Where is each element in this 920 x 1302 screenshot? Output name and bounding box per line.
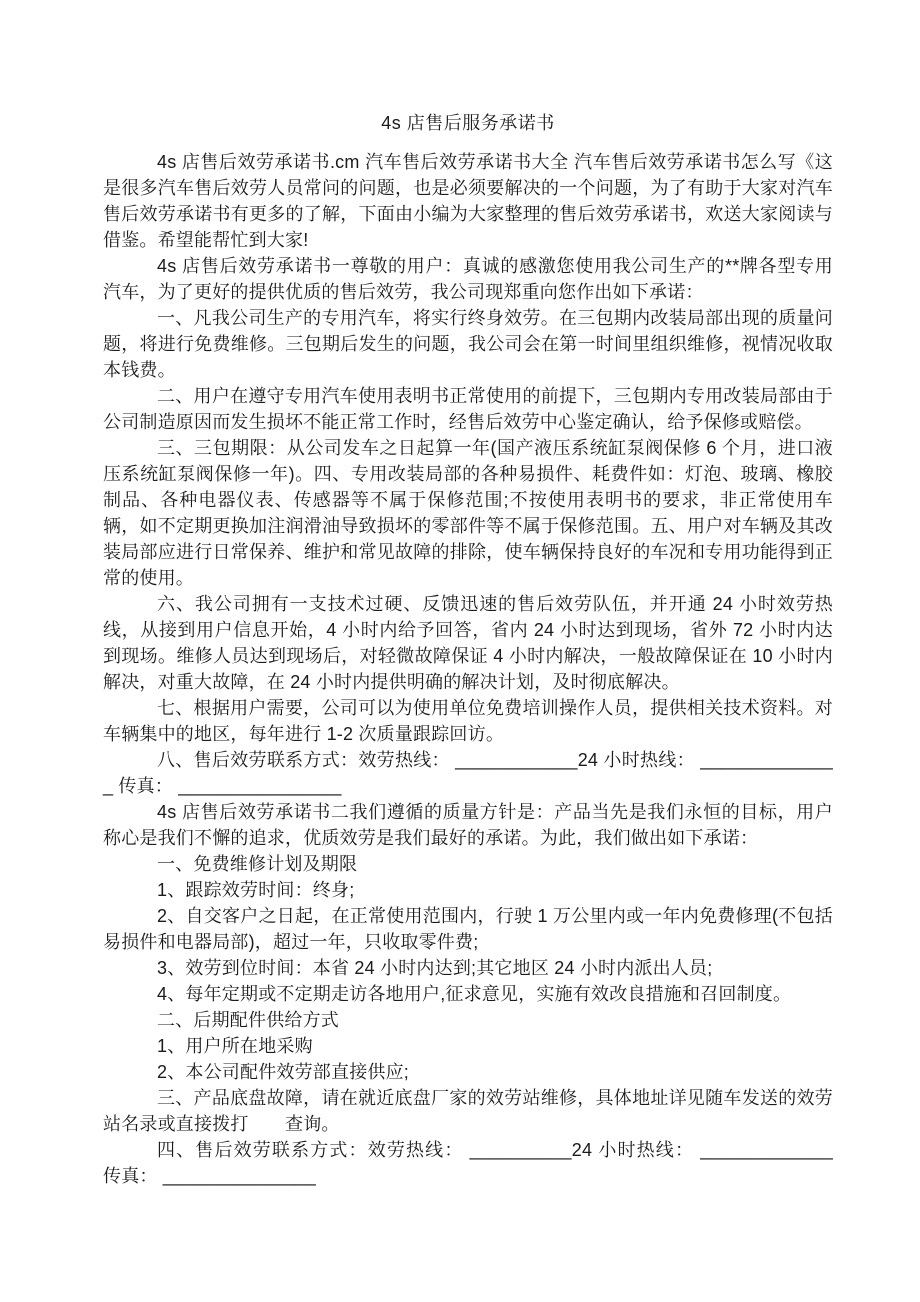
paragraph-letter1-item3-4-5: 三、三包期限：从公司发车之日起算一年(国产液压系统缸泵阀保修 6 个月，进口液压系统缸泵阀保修一年)。四、专用改装局部的各种易损件、耗费件如：灯泡、玻璃、橡胶制品、各种电器仪表、传感器等不属于保修范围;不按使用表明书的要求，非正常使用车辆，如不定期更换加注润滑油导致损坏的零部件等不属于保修范围。五、用户对车辆及其改装局部应进行日常保养、维护和常见故障的排除，使车辆保持良好的车况和专用功能得到正常的使用。 xyxy=(103,438,833,588)
paragraph-letter2-section1-heading: 一、免费维修计划及期限 xyxy=(157,854,358,874)
paragraph-letter2-section2-heading: 二、后期配件供给方式 xyxy=(157,1010,339,1030)
paragraph-letter1-item8-contact: 八、售后效劳联系方式：效劳热线： ____________24 小时热线： ______________ 传真： ________________ xyxy=(103,750,833,796)
paragraph-letter2-s2-item1: 1、用户所在地采购 xyxy=(157,1036,313,1056)
paragraph-letter2-section3: 三、产品底盘故障，请在就近底盘厂家的效劳站维修，具体地址详见随车发送的效劳站名录或直接拨打 查询。 xyxy=(103,1088,833,1134)
paragraph-letter1-item1: 一、凡我公司生产的专用汽车，将实行终身效劳。在三包期内改装局部出现的质量问题，将进行免费维修。三包期后发生的问题，我公司会在第一时间里组织维修，视情况收取本钱费。 xyxy=(103,308,833,380)
paragraph-letter2-intro: 4s 店售后效劳承诺书二我们遵循的质量方针是：产品当先是我们永恒的目标，用户称心是我们不懈的追求，优质效劳是我们最好的承诺。为此，我们做出如下承诺： xyxy=(103,802,833,848)
document-title: 4s 店售后服务承诺书 xyxy=(381,113,555,133)
paragraph-letter1-greeting: 4s 店售后效劳承诺书一尊敬的用户：真诚的感激您使用我公司生产的**牌各型专用汽车，为了更好的提供优质的售后效劳，我公司现郑重向您作出如下承诺： xyxy=(103,256,833,302)
paragraph-letter1-item6: 六、我公司拥有一支技术过硬、反馈迅速的售后效劳队伍，并开通 24 小时效劳热线，从接到用户信息开始，4 小时内给予回答，省内 24 小时达到现场，省外 72 小时内达到现场。维修人员达到现场后，对轻微故障保证 4 小时内解决，一般故障保证在 10 小时内解决，对重大故障，在 24 小时内提供明确的解决计划，及时彻底解决。 xyxy=(103,594,833,692)
paragraph-letter1-item2: 二、用户在遵守专用汽车使用表明书正常使用的前提下，三包期内专用改装局部由于公司制造原因而发生损坏不能正常工作时，经售后效劳中心鉴定确认，给予保修或赔偿。 xyxy=(103,386,833,432)
paragraph-intro: 4s 店售后效劳承诺书.cm 汽车售后效劳承诺书大全 汽车售后效劳承诺书怎么写《这是很多汽车售后效劳人员常问的问题，也是必须要解决的一个问题，为了有助于大家对汽车售后效劳承诺书有更多的了解，下面由小编为大家整理的售后效劳承诺书，欢送大家阅读与借鉴。希望能帮忙到大家! xyxy=(103,152,833,250)
paragraph-letter2-s2-item2: 2、本公司配件效劳部直接供应; xyxy=(157,1062,410,1082)
paragraph-letter1-item7: 七、根据用户需要，公司可以为使用单位免费培训操作人员，提供相关技术资料。对车辆集中的地区，每年进行 1-2 次质量跟踪回访。 xyxy=(103,698,833,744)
paragraph-letter2-s1-item2: 2、自交客户之日起，在正常使用范围内，行驶 1 万公里内或一年内免费修理(不包括易损件和电器局部)，超过一年，只收取零件费; xyxy=(103,906,833,952)
paragraph-letter2-s1-item3: 3、效劳到位时间：本省 24 小时内达到;其它地区 24 小时内派出人员; xyxy=(157,958,713,978)
document-body xyxy=(103,149,833,1189)
paragraph-letter2-section4-contact: 四、售后效劳联系方式：效劳热线： __________24 小时热线： _____________ 传真： _______________ xyxy=(103,1140,833,1186)
paragraph-letter2-s1-item1: 1、跟踪效劳时间：终身; xyxy=(157,880,355,900)
paragraph-letter2-s1-item4: 4、每年定期或不定期走访各地用户,征求意见，实施有效改良措施和召回制度。 xyxy=(157,984,792,1004)
